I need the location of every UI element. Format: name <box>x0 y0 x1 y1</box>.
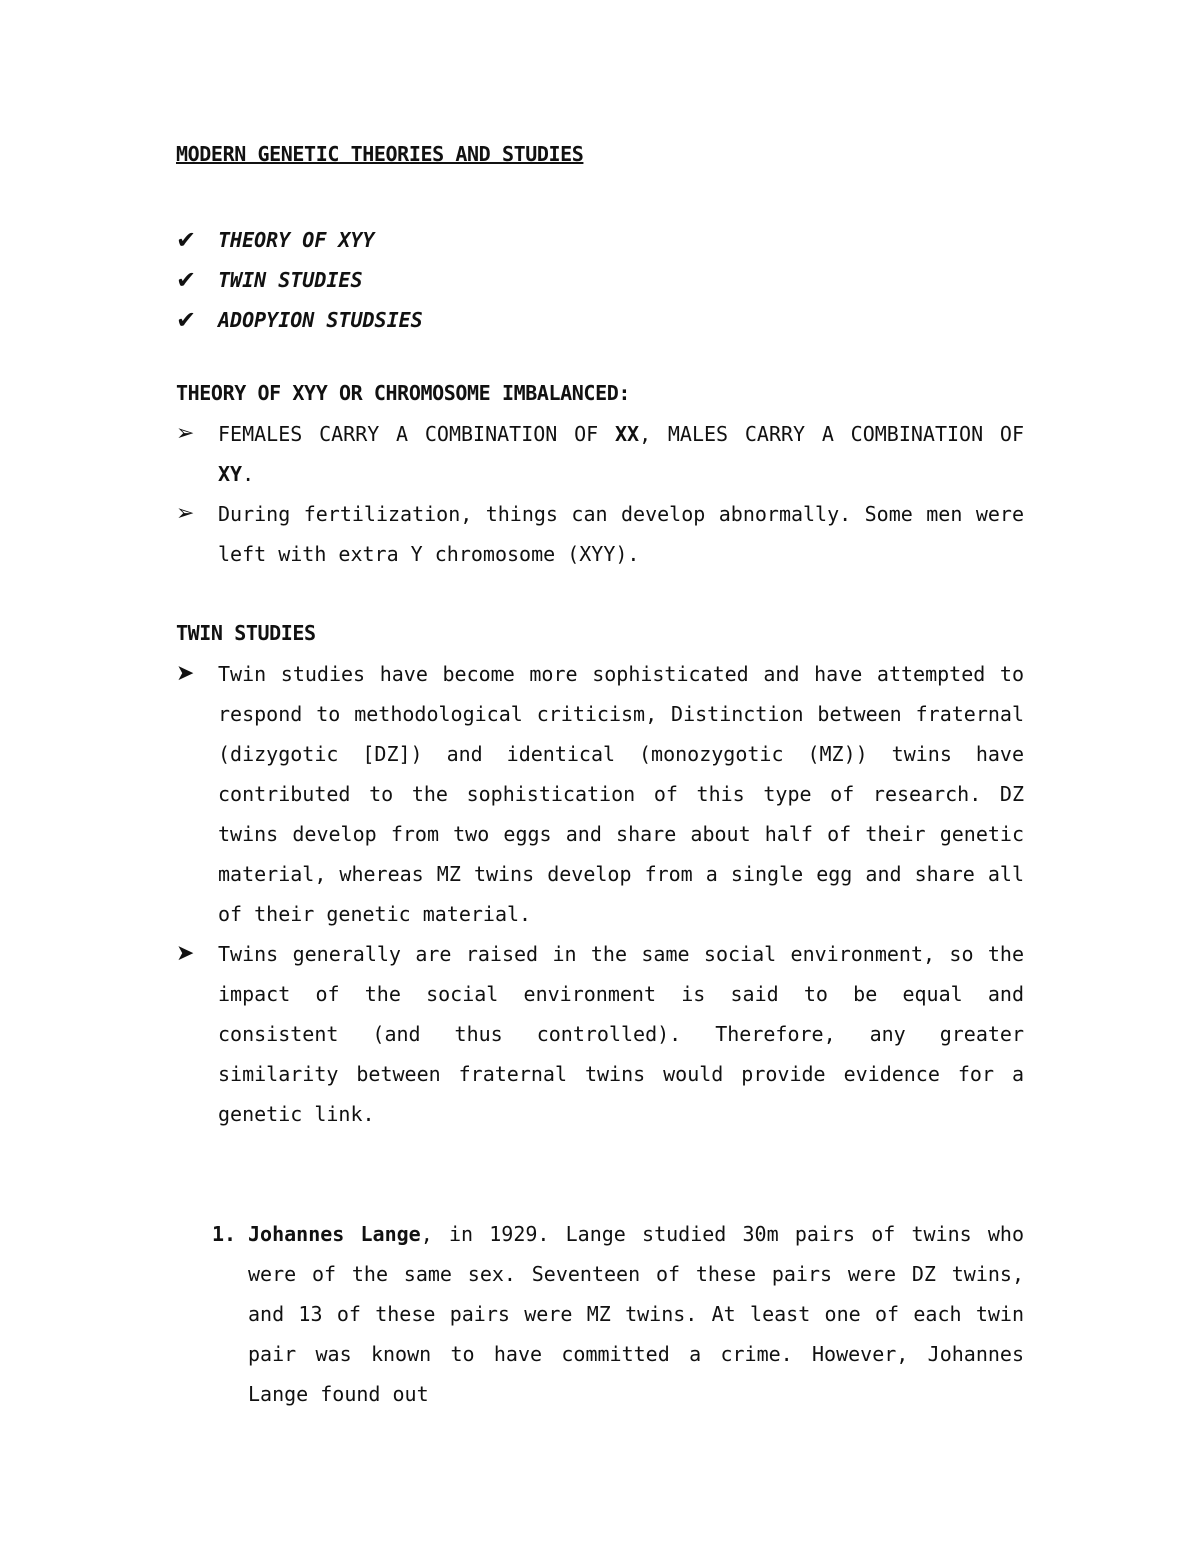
bullet-bold-text: XX <box>614 422 640 446</box>
twin-bullet <box>176 654 1024 934</box>
bullet-text: FEMALES CARRY A COMBINATION OF <box>218 422 615 446</box>
arrowhead-bullet-icon: ➤ <box>176 661 195 686</box>
twin-bullet <box>176 934 1024 1134</box>
bullet-text: , MALES CARRY A COMBINATION OF <box>639 422 1024 446</box>
study-numbered-list <box>212 1214 1024 1414</box>
xyy-bullet <box>176 494 1024 574</box>
checklist-label: THEORY OF XYY <box>218 228 375 252</box>
bullet-text: During fertilization, things can develop abnormally. Some men were left with extra Y chromosome (XYY). <box>218 502 1024 566</box>
check-mark-icon: ✔ <box>176 226 197 254</box>
bullet-text: Twins generally are raised in the same social environment, so the impact of the social environment is said to be equal and consistent (and thus controlled). Therefore, any greater similarity between fraternal twins would provide evidence for a genetic link. <box>218 942 1024 1126</box>
check-mark-icon: ✔ <box>176 306 197 334</box>
list-number: 1. <box>212 1222 237 1246</box>
xyy-bullet <box>176 414 1024 494</box>
checklist-item <box>176 300 423 340</box>
checklist-item <box>176 260 423 300</box>
numbered-item-text: , in 1929. Lange studied 30m pairs of twins who were of the same sex. Seventeen of these pairs were DZ twins, and 13 of these pairs were MZ twins. At least one of each twin pair was known to have committed a crime. However, Johannes Lange found out <box>248 1222 1024 1406</box>
topic-checklist <box>176 220 423 340</box>
check-mark-icon: ✔ <box>176 266 197 294</box>
checklist-label: TWIN STUDIES <box>218 268 363 292</box>
xyy-bullet-list <box>176 414 1024 574</box>
checklist-label: ADOPYION STUDSIES <box>218 308 423 332</box>
bullet-text: . <box>242 462 255 486</box>
bullet-bold-text: XY <box>218 462 243 486</box>
checklist-item <box>176 220 423 260</box>
researcher-name: Johannes Lange <box>248 1222 421 1246</box>
numbered-item <box>212 1214 1024 1414</box>
xyy-section-heading: THEORY OF XYY OR CHROMOSOME IMBALANCED: <box>176 381 630 405</box>
bullet-text: Twin studies have become more sophisticated and have attempted to respond to methodological criticism, Distinction between fraternal (dizygotic [DZ]) and identical (monozygotic (MZ)) twins have contributed to the sophistication of this type of research. DZ twins develop from two eggs and share about half of their genetic material, whereas MZ twins develop from a single egg and share all of their genetic material. <box>218 662 1024 926</box>
twin-section-heading: TWIN STUDIES <box>176 621 316 645</box>
page-title: MODERN GENETIC THEORIES AND STUDIES <box>176 142 584 166</box>
twin-bullet-list <box>176 654 1024 1134</box>
arrowhead-bullet-icon: ➤ <box>176 941 195 966</box>
arrowhead-bullet-icon: ➢ <box>176 421 195 446</box>
arrowhead-bullet-icon: ➢ <box>176 501 195 526</box>
